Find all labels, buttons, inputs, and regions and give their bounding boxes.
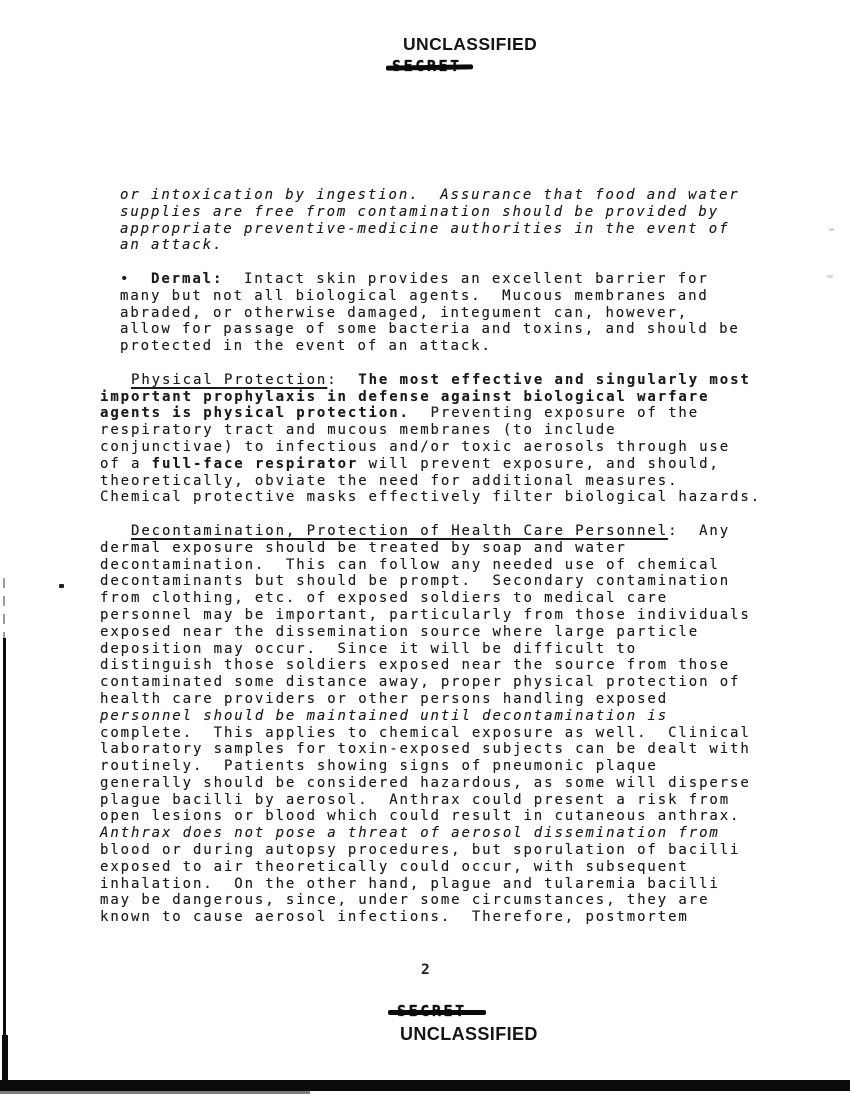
page-number: 2 [421,962,430,978]
text-line [120,187,800,204]
text-line [100,808,800,825]
text-line [100,708,800,725]
text-segment: important prophylaxis in defense against biological warfare [100,388,710,405]
scan-artifact-bottom-band [0,1080,850,1091]
text-line [100,909,800,926]
text-line [120,321,800,338]
scan-artifact-speck [827,275,833,278]
text-segment: laboratory samples for toxin-exposed subjects can be dealt with [100,741,751,758]
text-line [100,523,800,540]
text-line [120,288,800,305]
text-segment: complete. This applies to chemical exposure as well. Clinical [100,724,751,741]
text-line [100,741,800,758]
text-segment: Physical Protection [131,371,328,388]
text-segment: allow for passage of some bacteria and toxins, and should be [120,321,740,338]
paragraph [120,187,800,254]
text-segment: personnel may be important, particularly from those individuals [100,606,751,623]
text-segment: many but not all biological agents. Mucous membranes and [120,287,709,304]
text-segment: agents is physical protection. [100,405,410,422]
text-segment: or intoxication by ingestion. Assurance that food and water [120,187,740,203]
text-line [100,674,800,691]
text-segment: plague bacilli by aerosol. Anthrax could present a risk from [100,791,731,808]
text-line [100,758,800,775]
text-line [100,624,800,641]
text-segment: • [120,270,151,287]
text-line [100,389,800,406]
strike-line-bottom [388,1010,486,1015]
scan-artifact-speck [829,228,834,231]
text-segment: routinely. Patients showing signs of pneumonic plaque [100,758,658,775]
text-segment: Anthrax does not pose a threat of aerosol dissemination from [100,825,720,842]
text-segment: inhalation. On the other hand, plague and tularemia bacilli [100,875,720,892]
scan-artifact-left-edge-line [3,638,6,1085]
text-line [120,204,800,221]
text-line [100,775,800,792]
paragraph [120,271,800,355]
paragraph [100,372,800,506]
text-segment: dermal exposure should be treated by soap and water [100,539,627,556]
text-segment: distinguish those soldiers exposed near the source from those [100,657,731,674]
text-segment: appropriate preventive-medicine authorities in the event of [120,220,730,237]
scan-artifact-speck [59,584,64,588]
text-segment: Intact skin provides an excellent barrier for [223,270,709,287]
text-line [100,607,800,624]
text-line [100,892,800,909]
text-line [100,489,800,506]
text-line [100,573,800,590]
text-segment: respiratory tract and mucous membranes (to include [100,422,617,439]
text-line [100,372,800,389]
text-segment: will prevent exposure, and should, [358,455,720,472]
text-segment: of a [100,455,152,472]
text-line [100,422,800,439]
text-segment: abraded, or otherwise damaged, integument can, however, [120,304,689,321]
text-segment: theoretically, obviate the need for additional measures. [100,472,679,489]
text-line [100,540,800,557]
text-line [120,305,800,322]
text-line [100,691,800,708]
text-line [100,439,800,456]
paragraph [100,523,800,926]
classification-banner-bottom: UNCLASSIFIED [400,1024,538,1044]
text-segment: contaminated some distance away, proper physical protection of [100,674,741,691]
text-line [100,473,800,490]
text-line [120,271,800,288]
text-segment: protected in the event of an attack. [120,338,492,355]
text-segment: decontaminants but should be prompt. Secondary contamination [100,573,731,590]
text-line [100,792,800,809]
text-line [120,237,800,254]
text-line [100,876,800,893]
text-segment: exposed near the dissemination source where large particle [100,623,700,640]
text-segment: blood or during autopsy procedures, but sporulation of bacilli [100,842,741,859]
text-segment: known to cause aerosol infections. Therefore, postmortem [100,909,689,926]
text-line [100,725,800,742]
text-segment [100,523,131,539]
text-line [100,842,800,859]
text-segment: Dermal: [151,270,224,287]
text-segment [100,372,131,388]
scan-artifact-bottom-fringe [0,1091,310,1094]
document-body [100,187,800,943]
text-segment: : [327,371,359,388]
text-line [100,825,800,842]
text-line [100,590,800,607]
text-segment: deposition may occur. Since it will be difficult to [100,640,638,657]
text-line [100,657,800,674]
text-segment: The most effective and singularly most [358,371,751,388]
text-segment: may be dangerous, since, under some circumstances, they are [100,892,710,909]
text-line [100,456,800,473]
text-line [120,221,800,238]
text-segment: : Any [668,522,731,539]
text-segment: Chemical protective masks effectively filter biological hazards. [100,489,762,506]
text-segment: an attack. [120,237,224,254]
text-segment: Decontamination, Protection of Health Care Personnel [131,522,669,539]
text-segment: health care providers or other persons handling exposed [100,690,669,707]
text-line [100,557,800,574]
text-segment: conjunctivae) to infectious and/or toxic aerosols through use [100,438,731,455]
text-segment: exposed to air theoretically could occur, with subsequent [100,858,689,875]
text-line [100,859,800,876]
scan-artifact-left-edge-foot [2,1035,8,1085]
text-segment: personnel should be maintained until decontamination is [100,707,669,724]
text-line [100,405,800,422]
text-segment: from clothing, etc. of exposed soldiers to medical care [100,590,669,607]
text-segment: supplies are free from contamination should be provided by [120,203,720,220]
text-line [100,641,800,658]
text-segment: Preventing exposure of the [409,405,700,422]
classification-banner-top: UNCLASSIFIED [403,34,538,54]
text-line [120,338,800,355]
text-segment: decontamination. This can follow any needed use of chemical [100,556,720,573]
text-segment: open lesions or blood which could result in cutaneous anthrax. [100,808,741,825]
text-segment: full-face respirator [151,455,359,472]
text-segment: generally should be considered hazardous, as some will disperse [100,774,751,791]
scan-artifact-left-edge-dashed [3,578,5,640]
